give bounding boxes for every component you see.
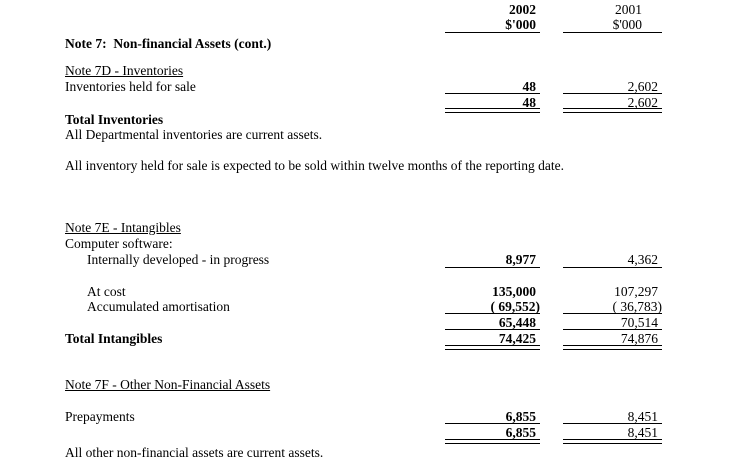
computer-software-subheading: Computer software: — [65, 236, 173, 251]
single-rule — [563, 329, 662, 330]
inventories-note-2: All inventory held for sale is expected to be sold within twelve months of the reporting date. — [65, 158, 565, 173]
value-2001-accumulated-amortisation: ( 36,783) — [612, 299, 662, 314]
total-intangibles-label: Total Intangibles — [65, 331, 163, 346]
value-2002-net-software: 65,448 — [498, 315, 536, 330]
double-rule — [563, 108, 662, 113]
header-rule-2002 — [445, 32, 540, 33]
column-header-year-2001: 2001 — [615, 2, 642, 17]
note-7e-heading: Note 7E - Intangibles — [65, 220, 181, 235]
value-2002-at-cost: 135,000 — [492, 284, 536, 299]
row-label-accumulated-amortisation: Accumulated amortisation — [87, 299, 230, 314]
header-rule-2001 — [563, 32, 662, 33]
value-2001-at-cost: 107,297 — [614, 284, 658, 299]
value-2002-inventories-total: 48 — [522, 95, 536, 110]
row-label-prepayments: Prepayments — [65, 409, 135, 424]
value-2002-total-intangibles: 74,425 — [498, 331, 536, 346]
double-rule — [445, 108, 540, 113]
value-2002-prepayments-total: 6,855 — [505, 425, 536, 440]
single-rule — [445, 267, 540, 268]
value-2001-internally-developed: 4,362 — [627, 252, 658, 267]
inventories-note-1: All Departmental inventories are current assets. — [65, 127, 323, 142]
single-rule — [445, 313, 540, 314]
single-rule — [445, 93, 540, 94]
double-rule — [563, 439, 662, 444]
single-rule — [445, 423, 540, 424]
column-header-year-2002: 2002 — [509, 2, 536, 17]
note-7d-heading: Note 7D - Inventories — [65, 63, 184, 78]
value-2002-internally-developed: 8,977 — [505, 252, 536, 267]
single-rule — [563, 267, 662, 268]
single-rule — [563, 313, 662, 314]
column-header-unit-2002: $'000 — [505, 17, 536, 32]
value-2002-accumulated-amortisation: ( 69,552) — [490, 299, 540, 314]
page-title: Note 7: Non-financial Assets (cont.) — [65, 36, 272, 51]
row-label-internally-developed: Internally developed - in progress — [87, 252, 270, 267]
value-2001-prepayments: 8,451 — [627, 409, 658, 424]
double-rule — [445, 345, 540, 350]
double-rule — [445, 439, 540, 444]
value-2002-inventories-held: 48 — [522, 79, 536, 94]
value-2001-prepayments-total: 8,451 — [627, 425, 658, 440]
row-label-at-cost: At cost — [87, 284, 126, 299]
single-rule — [563, 93, 662, 94]
single-rule — [563, 423, 662, 424]
value-2002-prepayments: 6,855 — [505, 409, 536, 424]
value-2001-net-software: 70,514 — [620, 315, 658, 330]
other-assets-note: All other non-financial assets are current assets. — [65, 445, 324, 458]
value-2001-total-intangibles: 74,876 — [620, 331, 658, 346]
note-7f-heading: Note 7F - Other Non-Financial Assets — [65, 377, 271, 392]
row-label-inventories-held: Inventories held for sale — [65, 79, 196, 94]
column-header-unit-2001: $'000 — [612, 17, 642, 32]
single-rule — [445, 329, 540, 330]
double-rule — [563, 345, 662, 350]
value-2001-inventories-total: 2,602 — [627, 95, 658, 110]
value-2001-inventories-held: 2,602 — [627, 79, 658, 94]
total-inventories-label: Total Inventories — [65, 112, 164, 127]
